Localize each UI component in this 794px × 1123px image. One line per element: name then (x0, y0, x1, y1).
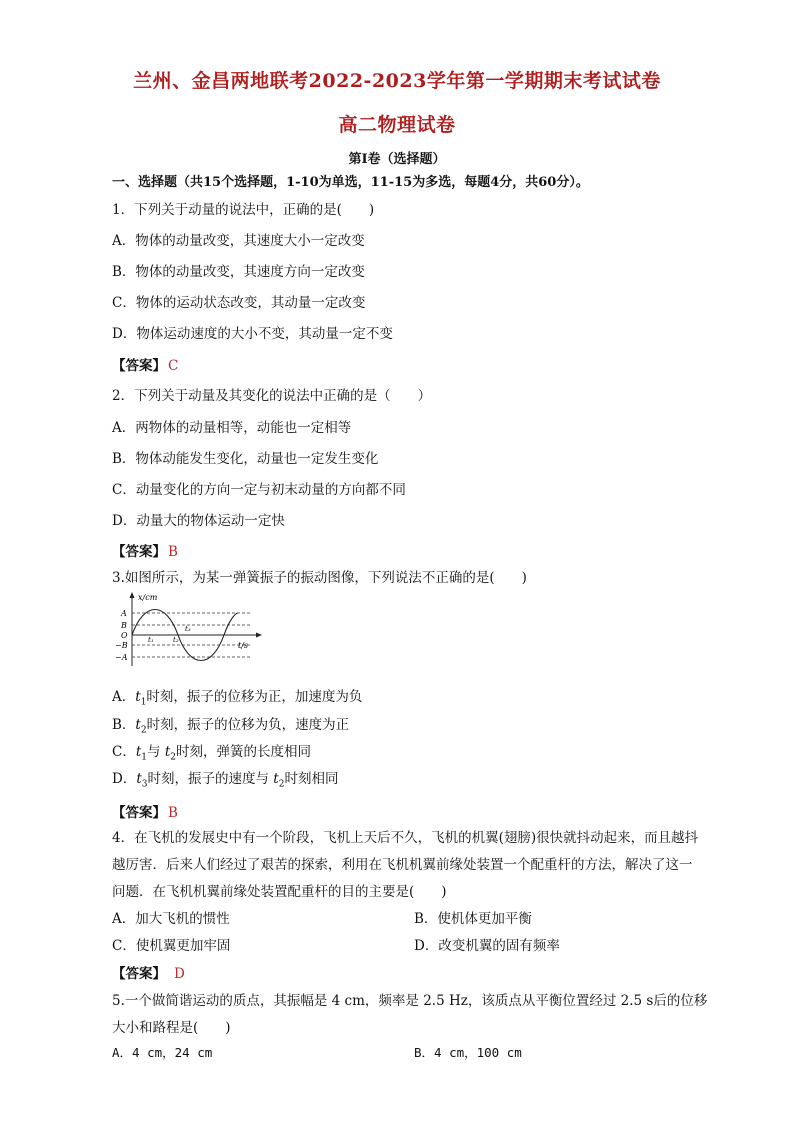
q4-option-b: B．使机体更加平衡 (414, 911, 532, 927)
oscillation-graph (112, 590, 272, 668)
q3-option-b (112, 713, 349, 736)
q3-a-sub: 1 (140, 697, 147, 708)
q3-d-mid: 时刻，振子的速度与 (147, 771, 274, 787)
section-label: 第Ⅰ卷（选择题） (348, 152, 446, 167)
q3-d-prefix: D． (112, 771, 137, 787)
x-axis-arrow (256, 633, 262, 638)
q3-c-sub2: 2 (170, 752, 176, 763)
q2-answer (112, 540, 178, 560)
answer-label: 【答案】 (112, 358, 166, 374)
label-t3: t₃ (185, 625, 191, 633)
answer-label: 【答案】 (112, 805, 166, 821)
q3-b-var: t (135, 717, 141, 733)
q2-option-d: D．动量大的物体运动一定快 (112, 513, 285, 529)
q3-c-var2: t (164, 744, 171, 760)
q4-stem-line3: 问题．在飞机机翼前缘处装置配重杆的目的主要是( ) (112, 884, 447, 900)
q3-a-var: t (135, 689, 141, 705)
q4-answer-value: D (174, 966, 185, 982)
label-neg-a: −A (115, 653, 128, 662)
q3-stem: 3.如图所示，为某一弹簧振子的振动图像，下列说法不正确的是( ) (112, 570, 527, 586)
q3-option-c (112, 740, 311, 763)
q3-d-var1: t (136, 771, 142, 787)
exam-subtitle: 高二物理试卷 (338, 114, 456, 136)
q2-option-b: B．物体动能发生变化，动量也一定发生变化 (112, 451, 379, 467)
q3-a-prefix: A． (112, 689, 136, 705)
label-t1: t₁ (148, 636, 154, 644)
q4-answer (112, 962, 185, 982)
q1-option-a: A．物体的动量改变，其速度大小一定改变 (112, 233, 365, 249)
q3-c-sub1: 1 (141, 752, 148, 763)
q4-option-c: C．使机翼更加牢固 (112, 938, 231, 954)
q1-answer (112, 354, 178, 374)
label-t2: t₂ (173, 636, 179, 644)
answer-label: 【答案】 (112, 544, 166, 560)
x-axis-label: t/s (238, 641, 249, 650)
q1-option-d: D．物体运动速度的大小不变，其动量一定不变 (112, 326, 393, 342)
q3-c-var1: t (135, 744, 142, 760)
q3-d-sub2: 2 (278, 779, 285, 790)
q3-option-d (112, 767, 338, 790)
q3-option-a (112, 685, 362, 708)
q5-option-a: A．4 cm，24 cm (112, 1045, 213, 1060)
section-heading: 一、选择题（共15个选择题，1-10为单选，11-15为多选，每题4分，共60分）。 (112, 175, 589, 190)
q3-c-text: 时刻，弹簧的长度相同 (175, 744, 311, 760)
exam-title: 兰州、金昌两地联考2022-2023学年第一学期期末考试试卷 (133, 70, 661, 92)
q3-c-mid: 与 (147, 744, 165, 760)
y-axis-label: x/cm (138, 593, 158, 602)
q3-b-prefix: B． (112, 717, 136, 733)
answer-label: 【答案】 (112, 966, 166, 982)
q4-option-a: A．加大飞机的惯性 (112, 911, 230, 927)
q3-b-sub: 2 (140, 725, 147, 736)
q2-answer-value: B (168, 544, 178, 560)
q2-option-c: C．动量变化的方向一定与初末动量的方向都不同 (112, 482, 406, 498)
q5-option-b: B．4 cm，100 cm (414, 1045, 522, 1060)
q1-option-b: B．物体的动量改变，其速度方向一定改变 (112, 264, 365, 280)
q3-a-text: 时刻，振子的位移为正，加速度为负 (146, 689, 363, 705)
q1-stem: 1．下列关于动量的说法中，正确的是( ) (112, 202, 375, 218)
q3-d-var2: t (273, 771, 279, 787)
q1-answer-value: C (168, 358, 179, 374)
q4-stem-line2: 越厉害．后来人们经过了艰苦的探索，利用在飞机机翼前缘处装置一个配重杆的方法，解决了这一 (112, 857, 693, 873)
q4-stem-line1: 4．在飞机的发展史中有一个阶段，飞机上天后不久，飞机的机翼(翅膀)很快就抖动起来，而且越抖 (112, 830, 699, 846)
label-b: B (121, 621, 127, 630)
q3-d-text: 时刻相同 (284, 771, 339, 787)
q3-b-text: 时刻，振子的位移为负，速度为正 (146, 717, 350, 733)
y-axis-arrow (130, 592, 135, 598)
q2-option-a: A．两物体的动量相等，动能也一定相等 (112, 420, 352, 436)
q3-d-sub1: 3 (141, 779, 148, 790)
q3-answer-value: B (168, 805, 178, 821)
q3-answer (112, 801, 178, 821)
q5-stem-line2: 大小和路程是( ) (112, 1020, 231, 1036)
label-neg-b: −B (115, 641, 128, 650)
q4-option-d: D．改变机翼的固有频率 (414, 938, 560, 954)
label-o: O (121, 631, 128, 640)
q1-option-c: C．物体的运动状态改变，其动量一定改变 (112, 295, 366, 311)
q5-stem-line1: 5.一个做简谐运动的质点，其振幅是 4 cm，频率是 2.5 Hz，该质点从平衡位置经过 2.5 s后的位移 (112, 993, 708, 1009)
q3-c-prefix: C． (112, 744, 136, 760)
label-a: A (121, 609, 127, 618)
q2-stem: 2．下列关于动量及其变化的说法中正确的是（ ） (112, 388, 432, 404)
